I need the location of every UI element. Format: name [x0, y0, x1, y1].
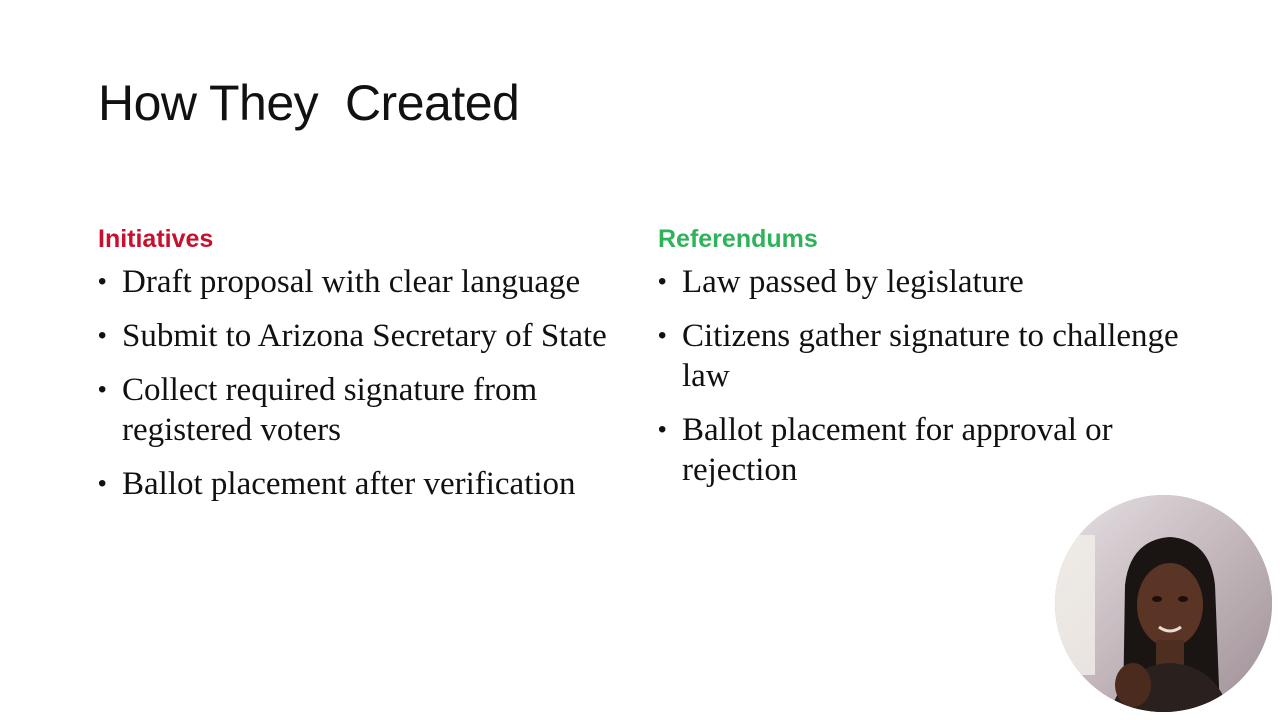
bullet-icon: • — [98, 376, 107, 403]
list-item — [98, 316, 618, 356]
list-item — [658, 410, 1198, 490]
bullet-icon: • — [658, 322, 667, 349]
list-item-text: Law passed by legislature — [682, 264, 1024, 300]
list-item — [98, 370, 618, 450]
bullet-icon: • — [98, 470, 107, 497]
list-item-text: Ballot placement for approval or rejection — [682, 412, 1113, 488]
bullet-icon: • — [98, 322, 107, 349]
list-item-text: Citizens gather signature to challenge law — [682, 318, 1179, 394]
referendums-column — [658, 222, 1198, 504]
list-item-text: Draft proposal with clear language — [122, 264, 581, 300]
slide-title: How They Created — [98, 75, 520, 131]
initiatives-list — [98, 262, 618, 504]
bullet-icon: • — [658, 416, 667, 443]
list-item-text: Submit to Arizona Secretary of State — [122, 318, 607, 354]
bullet-icon: • — [658, 268, 667, 295]
list-item-text: Ballot placement after verification — [122, 466, 576, 502]
list-item-text: Collect required signature from registered voters — [122, 372, 538, 448]
initiatives-column — [98, 222, 618, 518]
bullet-icon: • — [98, 268, 107, 295]
initiatives-heading: Initiatives — [98, 225, 214, 253]
referendums-heading: Referendums — [658, 225, 818, 253]
presenter-webcam — [1055, 495, 1272, 712]
presenter-video-image — [1055, 495, 1272, 712]
list-item — [98, 464, 618, 504]
list-item — [658, 262, 1198, 302]
referendums-list — [658, 262, 1198, 490]
list-item — [658, 316, 1198, 396]
list-item — [98, 262, 618, 302]
